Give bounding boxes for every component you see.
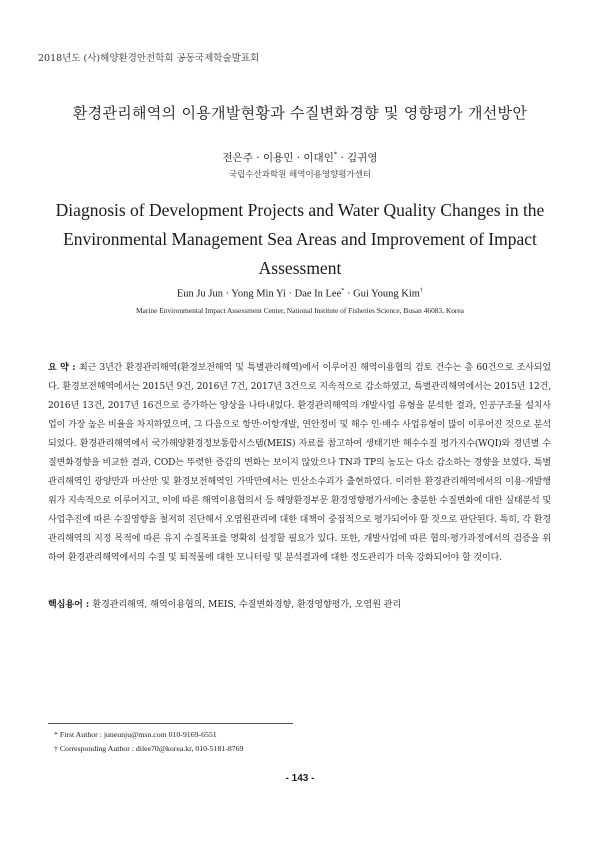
footnote-mark: * xyxy=(54,730,58,739)
english-title: Diagnosis of Development Projects and Water Quality Changes in the Environmental Management Sea Areas and Improvement of Impact Assessment xyxy=(55,200,545,278)
abstract-text: 최근 3년간 환경관리해역(환경보전해역 및 특별관리해역)에서 이루어진 해역이용협의 검토 건수는 총 60건으로 조사되었다. 환경보전해역에서는 2015년 9건, 2016년 7건, 2017년 3건으로 지속적으로 감소하였고, 특별관리해역에서는 2015년 12건, 2016년 13건, 2017년 16건으로 증가하는 양상을 나타내었다. 환경관리해역의 개발사업 유형을 분석한 결과, 인공구조물 설치사업이 가장 높은 비율을 차지하였으며, 그 다음으로 항만·어항개발, 연안정비 및 해수 인·배수 사업유형이 많이 이루어진 것으로 분석되었다. 환경관리해역에서 국가해양환경정보통합시스템(MEIS) 자료를 참고하여 생태기반 해수수질 평가지수(WQI)와 경년별 수질변화경향을 비교한 결과, COD는 뚜렷한 증감의 변화는 보이지 않았으나 TN과 TP의 농도는 다소 감소하는 경향을 보였다. 특별관리해역인 광양만과 마산만 및 환경보전해역인 가막만에서는 빈산소수괴가 출현하였다. 이러한 환경관리해역에서의 이용·개발행위가 지속적으로 이루어지고, 이에 따른 해역이용협의서 등 해양환경부문 환경영향평가서에는 충분한 수질변화에 대한 실태분석 및 사업추진에 따른 수질영향을 철저히 진단해서 오염원관리에 대한 대책이 중점적으로 평가되어야 할 것으로 판단된다. 특히, 각 환경관리해역의 지정 목적에 따른 유지 수질목표를 명확히 설정할 필요가 있다. 또한, 개발사업에 따른 협의·평가과정에서의 검증을 위하여 환경관리해역에서의 수질 및 퇴적물에 대한 모니터링 및 분석결과에 대한 정도관리가 더욱 강화되어야 할 것이다. xyxy=(48,363,551,563)
abstract xyxy=(48,359,551,568)
keywords-label: 핵심용어 : xyxy=(48,600,93,610)
author-mark-2: † xyxy=(419,287,424,294)
author-mark: * xyxy=(333,151,338,159)
korean-author-names: 전은주 · 이용민 · 이대인 xyxy=(222,152,334,164)
author-mark-1: * xyxy=(341,287,345,294)
english-affiliation: Marine Environmental Impact Assessment Center, National Institute of Fisheries Science, Busan 46083, Korea xyxy=(136,306,464,315)
korean-authors xyxy=(0,150,600,165)
footnote-mark: † xyxy=(54,743,58,753)
footnotes xyxy=(54,728,243,755)
english-author-last: · Gui Young Kim xyxy=(344,288,420,300)
english-authors xyxy=(0,287,600,300)
abstract-label: 요 약 : xyxy=(48,363,79,373)
footnote-divider xyxy=(48,723,293,724)
keywords xyxy=(48,596,551,615)
korean-author-last: · 김귀영 xyxy=(337,152,378,164)
keywords-text: 환경관리해역, 해역이용협의, MEIS, 수질변화경향, 환경영향평가, 오염원 관리 xyxy=(92,600,402,610)
page-number: - 143 - xyxy=(285,773,315,784)
footnote-first-author xyxy=(54,728,243,742)
english-author-names: Eun Ju Jun · Yong Min Yi · Dae In Lee xyxy=(176,288,342,300)
korean-title: 환경관리해역의 이용개발현황과 수질변화경향 및 영향평가 개선방안 xyxy=(72,104,528,122)
korean-affiliation: 국립수산과학원 해역이용영향평가센터 xyxy=(228,170,372,180)
conference-header: 2018년도 (사)해양환경안전학회 공동국제학술발표회 xyxy=(38,53,260,64)
footnote-text: Corresponding Author : dilee70@korea.kr, 010-5181-8769 xyxy=(59,743,244,753)
footnote-corresponding-author xyxy=(54,742,243,756)
footnote-text: First Author : juneunju@msn.com 010-9169-6551 xyxy=(59,730,217,739)
